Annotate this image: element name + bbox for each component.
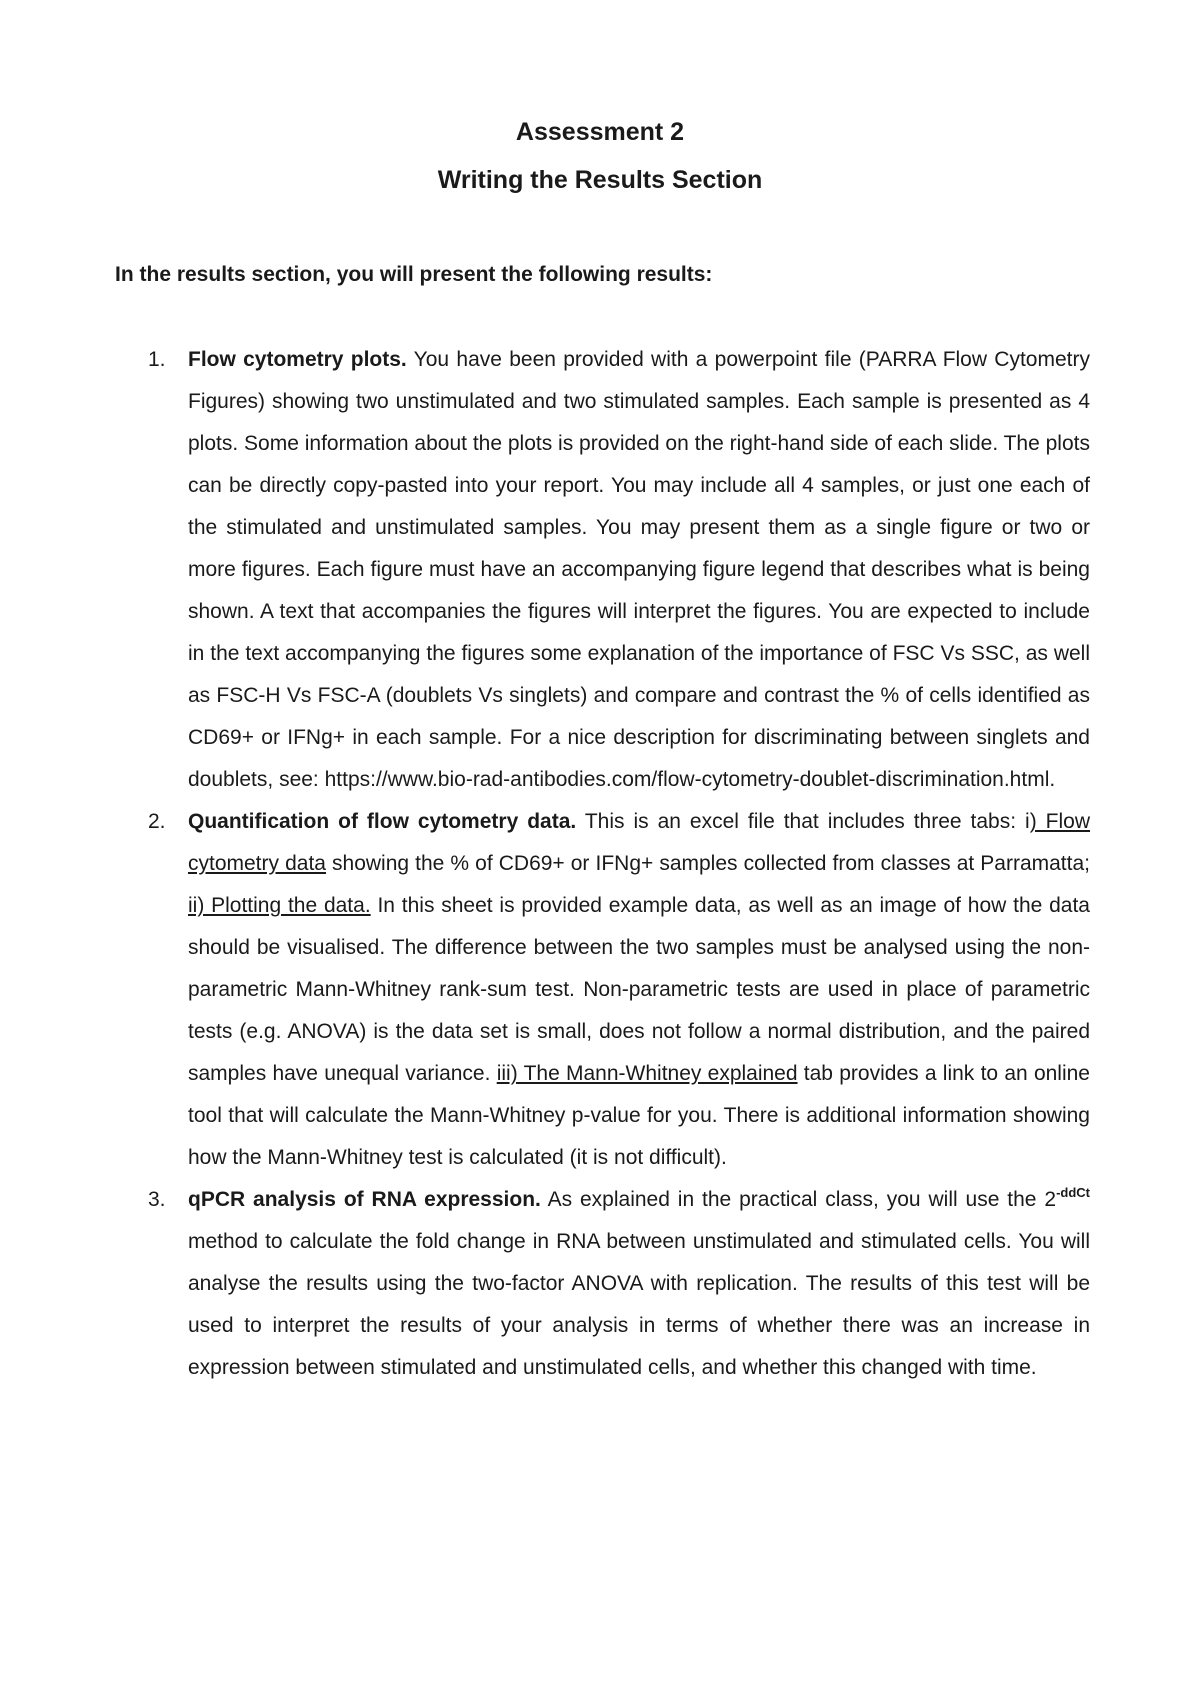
item-body-part: tab provides a link to an online tool that will calculate the Mann-Whitney p-value for you. There is additional information showing how the Mann-Whitney test is calculated (it is not difficult). [188,1062,1090,1169]
tab-reference-mann-whitney-explained: iii) The Mann-Whitney explained [496,1062,798,1085]
item-heading: Flow cytometry plots. [188,348,407,371]
exponent-superscript: -ddCt [1056,1185,1090,1200]
intro-text: In the results section, you will present the following results: [115,263,713,286]
list-number: 1. [148,348,166,371]
item-body-part: showing the % of CD69+ or IFNg+ samples collected from classes at Parramatta; [325,852,1090,875]
item-heading: qPCR analysis of RNA expression. [188,1188,541,1211]
item-body-part: As explained in the practical class, you will use the 2 [540,1188,1057,1211]
item-body-part: This is an excel file that includes three tabs: i [576,810,1030,833]
list-number: 2. [148,810,166,833]
tab-reference-flow-cytometry-data: ) Flow cytometry data [188,810,1090,875]
item-body-part: method to calculate the fold change in RNA between unstimulated and stimulated cells. You will analyse the results using the two-factor ANOVA with replication. The results of this test will be used to interpret the results of your analysis in terms of whether there was an increase in expression between stimulated and unstimulated cells, and whether this changed with time. [188,1230,1090,1379]
item-heading: Quantification of flow cytometry data. [188,810,577,833]
item-body-part: In this sheet is provided example data, as well as an image of how the data should be visualised. The difference between the two samples must be analysed using the non-parametric Mann-Whitney rank-sum test. Non-parametric tests are used in place of parametric tests (e.g. ANOVA) is the data set is small, does not follow a normal distribution, and the paired samples have unequal variance. [188,894,1090,1085]
list-item-qpcr-analysis [148,1179,1090,1389]
results-list [0,339,1200,1389]
document-title: Assessment 2 [515,118,685,146]
document-subtitle: Writing the Results Section [437,166,763,194]
list-number: 3. [148,1188,166,1211]
item-body: You have been provided with a powerpoint file (PARRA Flow Cytometry Figures) showing two unstimulated and two stimulated samples. Each sample is presented as 4 plots. Some information about the plots is provided on the right-hand side of each slide. The plots can be directly copy-pasted into your report. You may include all 4 samples, or just one each of the stimulated and unstimulated samples. You may present them as a single figure or two or more figures. Each figure must have an accompanying figure legend that describes what is being shown. A text that accompanies the figures will interpret the figures. You are expected to include in the text accompanying the figures some explanation of the importance of FSC Vs SSC, as well as FSC-H Vs FSC-A (doublets Vs singlets) and compare and contrast the % of cells identified as CD69+ or IFNg+ in each sample. For a nice description for discriminating between singlets and doublets, see: https://www.bio-rad-antibodies.com/flow-cytometry-doublet-discrimination.html. [188,348,1090,791]
list-item-quantification [148,801,1090,1179]
tab-reference-plotting-the-data: ii) Plotting the data. [188,894,371,917]
list-item-flow-cytometry-plots [148,339,1090,801]
